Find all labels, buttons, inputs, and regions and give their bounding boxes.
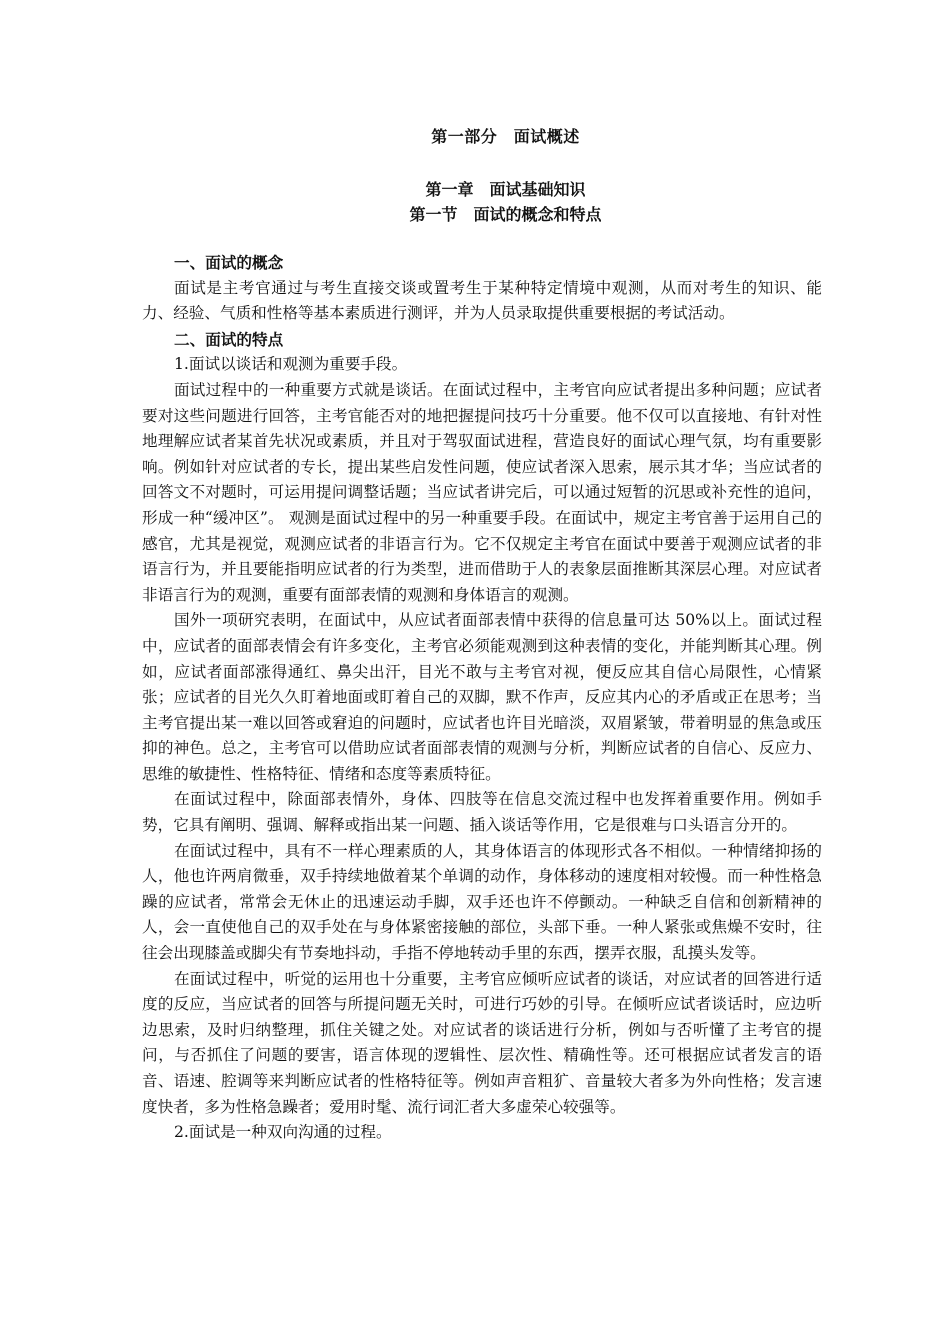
list-item-2: 2.面试是一种双向沟通的过程。 xyxy=(174,1123,392,1142)
heading-features: 二、面试的特点 xyxy=(174,329,284,349)
paragraph-body-gestures: 在面试过程中，除面部表情外，身体、四肢等在信息交流过程中也发挥着重要作用。例如手势，它具有阐明、强调、解释或指出某一问题、插入谈话等作用，它是很难与口头语言分开的。 xyxy=(142,790,822,835)
list-item-1: 1.面试以谈话和观测为重要手段。 xyxy=(174,355,408,374)
paragraph-facial-expression: 国外一项研究表明，在面试中，从应试者面部表情中获得的信息量可达 50%以上。面试过程中，应试者的面部表情会有许多变化，主考官必须能观测到这种表情的变化，并能判断其心理。例如，应试者面部涨得通红、鼻尖出汗，目光不敢与主考官对视，便反应其自信心局限性，心情紧张；应试者的目光久久盯着地面或盯着自己的双脚，默不作声，反应其内心的矛盾或正在思考；当主考官提出某一难以回答或窘迫的问题时，应试者也许目光暗淡，双眉紧皱，带着明显的焦急或压抑的神色。总之，主考官可以借助应试者面部表情的观测与分析，判断应试者的自信心、反应力、思维的敏捷性、性格特征、情绪和态度等素质特征。 xyxy=(142,611,822,783)
part-title: 第一部分 面试概述 xyxy=(431,127,580,146)
chapter-title: 第一章 面试基础知识 xyxy=(425,180,586,199)
paragraph-concept: 面试是主考官通过与考生直接交谈或置考生于某种特定情境中观测，从而对考生的知识、能力、经验、气质和性格等基本素质进行测评，并为人员录取提供重要根据的考试活动。 xyxy=(142,278,822,323)
paragraph-listening: 在面试过程中，听觉的运用也十分重要，主考官应倾听应试者的谈话，对应试者的回答进行适度的反应，当应试者的回答与所提问题无关时，可进行巧妙的引导。在倾听应试者谈话时，应边听边思索，及时归纳整理，抓住关键之处。对应试者的谈话进行分析，例如与否听懂了主考官的提问，与否抓住了问题的要害，语言体现的逻辑性、层次性、精确性等。还可根据应试者发言的语音、语速、腔调等来判断应试者的性格特征等。例如声音粗犷、音量较大者多为外向性格；发言速度快者，多为性格急躁者；爱用时髦、流行词汇者大多虚荣心较强等。 xyxy=(142,969,822,1116)
paragraph-body-language: 在面试过程中，具有不一样心理素质的人，其身体语言的体现形式各不相似。一种情绪抑扬的人，他也许两肩微垂，双手持续地做着某个单调的动作，身体移动的速度相对较慢。而一种性格急躁的应试者，常常会无休止的迅速运动手脚，双手还也许不停颤动。一种缺乏自信和创新精神的人，会一直使他自己的双手处在与身体紧密接触的部位，头部下垂。一种人紧张或焦燥不安时，往往会出现膝盖或脚尖有节奏地抖动，手指不停地转动手里的东西，摆弄衣服，乱摸头发等。 xyxy=(142,841,822,963)
document-body xyxy=(142,250,822,1146)
section-title: 第一节 面试的概念和特点 xyxy=(409,205,602,224)
paragraph-conversation: 面试过程中的一种重要方式就是谈话。在面试过程中，主考官向应试者提出多种问题；应试者要对这些问题进行回答，主考官能否对的地把握提问技巧十分重要。他不仅可以直接地、有针对性地理解应试者某首先状况或素质，并且对于驾驭面试进程，营造良好的面试心理气氛，均有重要影响。例如针对应试者的专长，提出某些启发性问题，使应试者深入思索，展示其才华；当应试者的回答文不对题时，可运用提问调整话题；当应试者讲完后，可以通过短暂的沉思或补充性的追问，形成一种“缓冲区”。 观测是面试过程中的另一种重要手段。在面试中，规定主考官善于运用自己的感官，尤其是视觉，观测应试者的非语言行为。它不仅规定主考官在面试中要善于观测应试者的非语言行为，并且要能指明应试者的行为类型，进而借助于人的表象层面推断其深层心理。对应试者非语言行为的观测，重要有面部表情的观测和身体语言的观测。 xyxy=(142,380,822,604)
heading-concept: 一、面试的概念 xyxy=(174,253,284,272)
